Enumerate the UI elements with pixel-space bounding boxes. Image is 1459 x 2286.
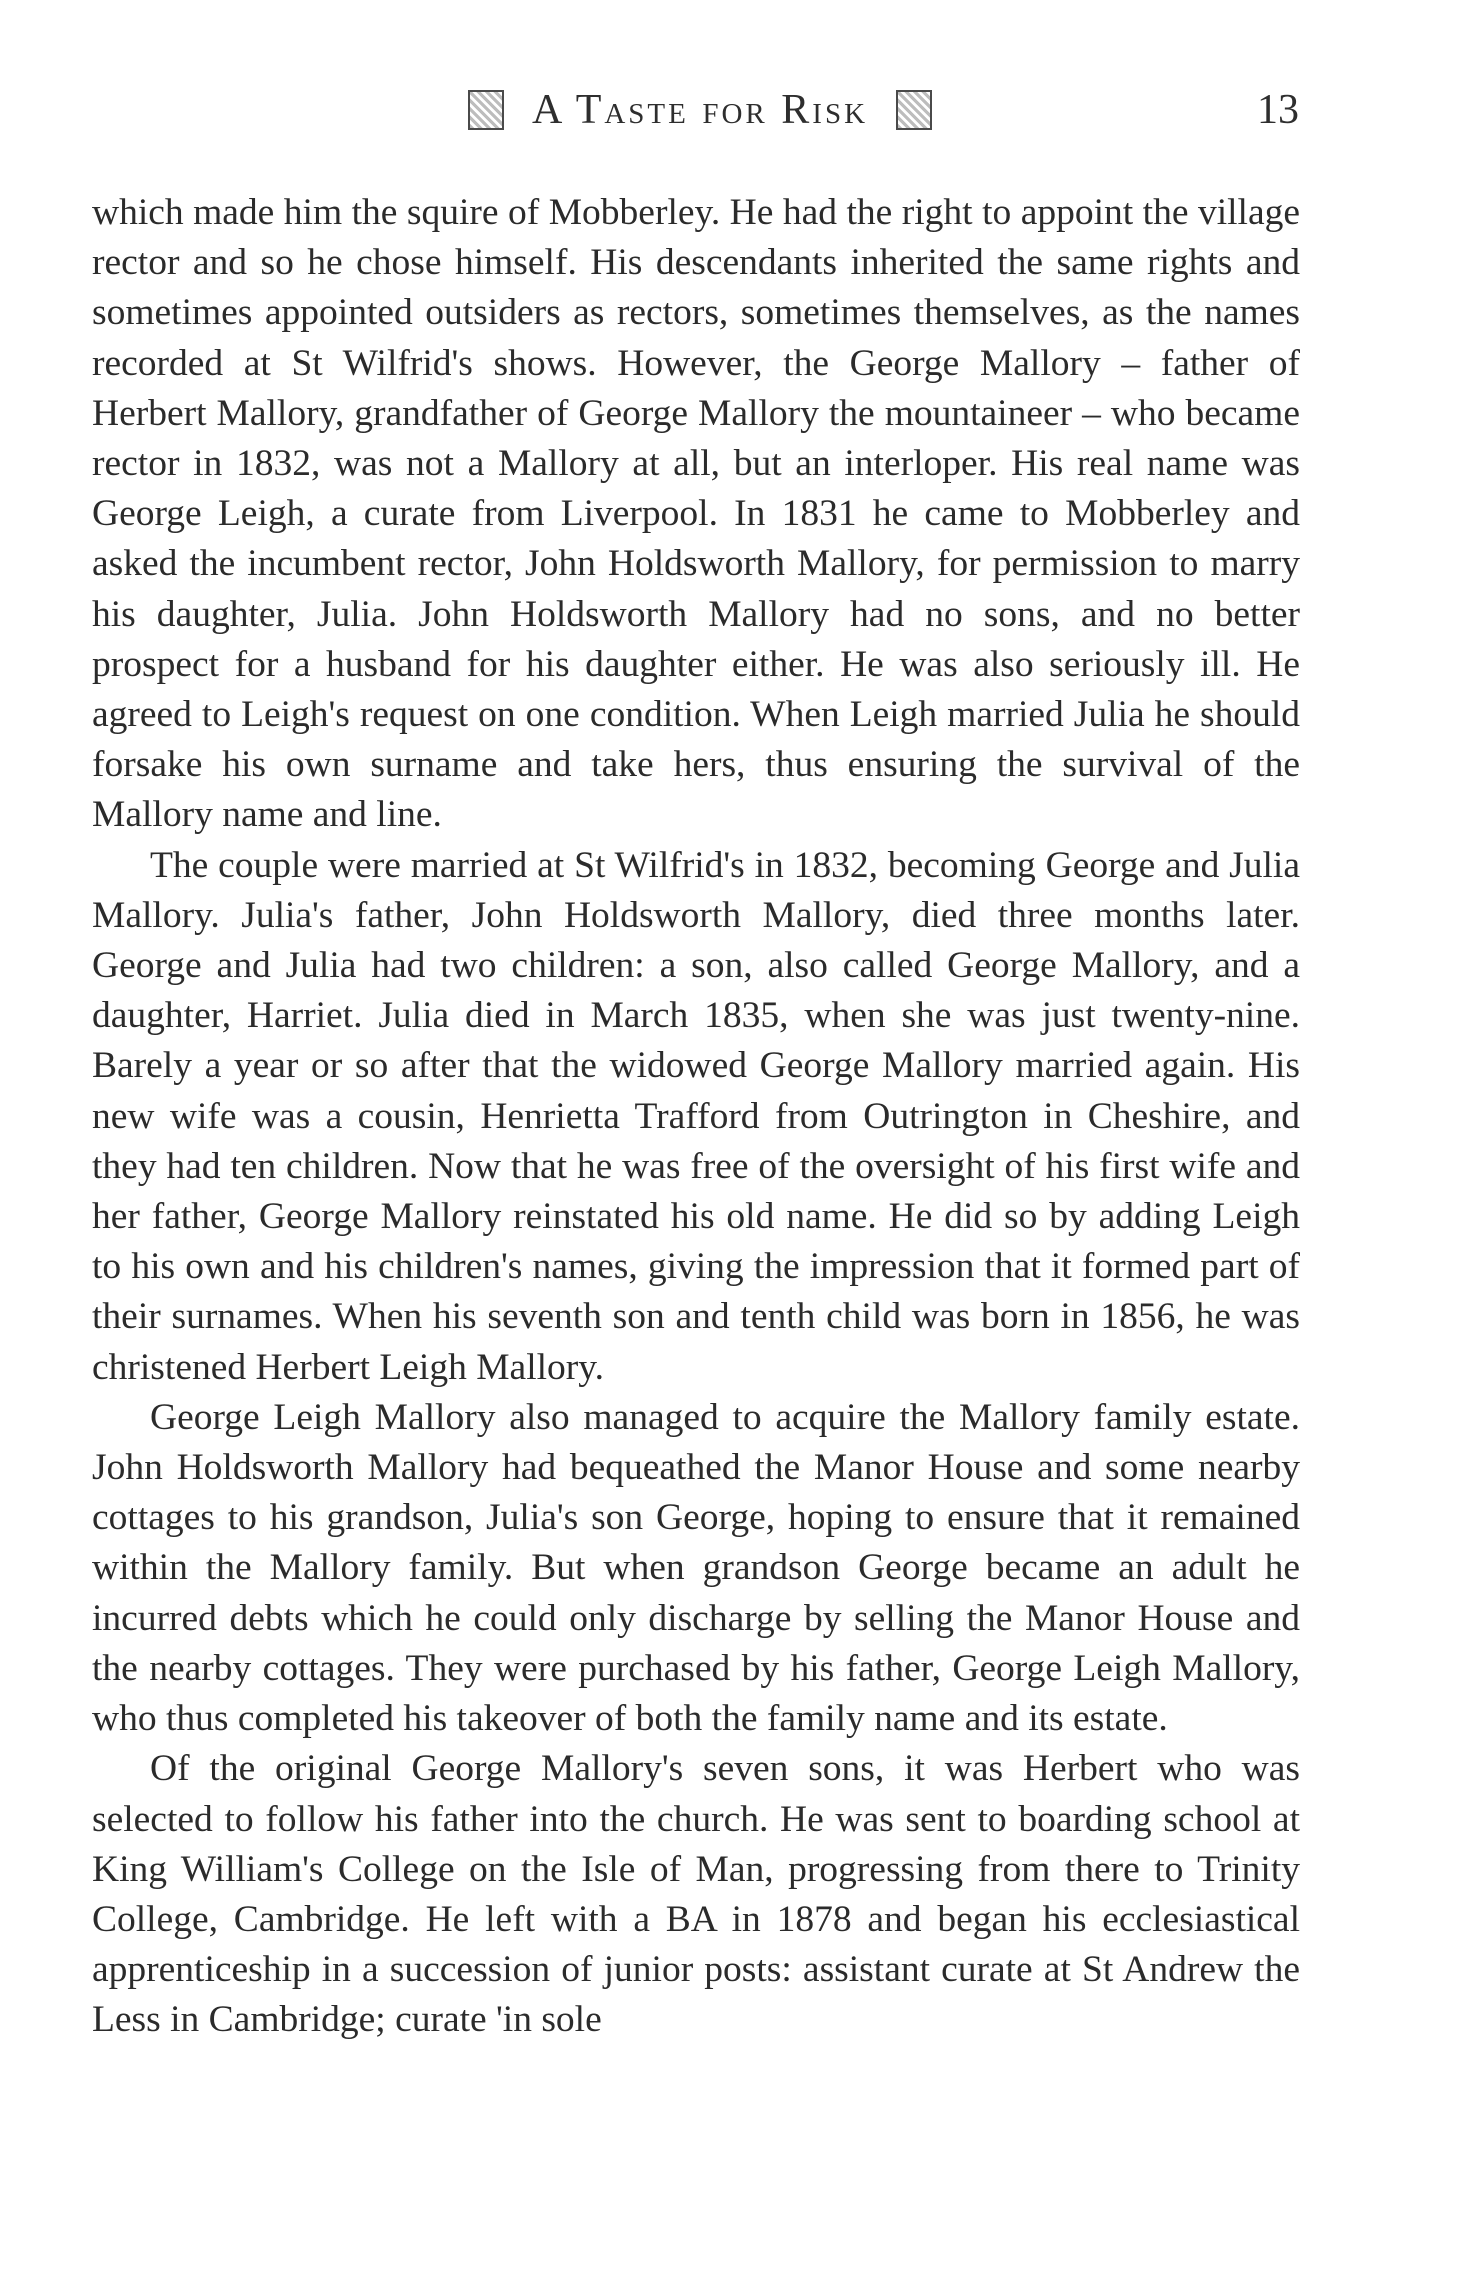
running-title: [420, 86, 980, 134]
ornament-left-icon: [468, 90, 504, 130]
ornament-right-icon: [896, 90, 932, 130]
page-number: 13: [1257, 87, 1299, 133]
chapter-title: A Taste for Risk: [531, 87, 869, 133]
body-text: [92, 188, 1300, 2046]
paragraph-3: George Leigh Mallory also managed to acquire the Mallory family estate. John Holdsworth Mallory had bequeathed the Manor House and some nearby cottages to his grandson, Julia's son George, hoping to ensure that it remained within the Mallory family. But when grandson George became an adult he incurred debts which he could only discharge by selling the Manor House and the nearby cottages. They were purchased by his father, George Leigh Mallory, who thus completed his takeover of both the family name and its estate.: [92, 1396, 1300, 1740]
paragraph-2: The couple were married at St Wilfrid's in 1832, becoming George and Julia Mallory. Julia's father, John Holdsworth Mallory, died three months later. George and Julia had two children: a son, also called George Mallory, and a daughter, Harriet. Julia died in March 1835, when she was just twenty-nine. Barely a year or so after that the widowed George Mallory married again. His new wife was a cousin, Henrietta Trafford from Outrington in Cheshire, and they had ten children. Now that he was free of the oversight of his first wife and her father, George Mallory reinstated his old name. He did so by adding Leigh to his own and his children's names, giving the impression that it formed part of their surnames. When his seventh son and tenth child was born in 1856, he was christened Herbert Leigh Mallory.: [92, 844, 1300, 1388]
paragraph-4: Of the original George Mallory's seven sons, it was Herbert who was selected to follow his father into the church. He was sent to boarding school at King William's College on the Isle of Man, progressing from there to Trinity College, Cambridge. He left with a BA in 1878 and began his ecclesiastical apprenticeship in a succession of junior posts: assistant curate at St Andrew the Less in Cambridge; curate 'in sole: [92, 1748, 1300, 2041]
running-head: [0, 86, 1459, 146]
paragraph-1: which made him the squire of Mobberley. He had the right to appoint the village rector and so he chose himself. His descendants inherited the same rights and sometimes appointed outsiders as rectors, sometimes themselves, as the names recorded at St Wilfrid's shows. However, the George Mallory – father of Herbert Mallory, grandfather of George Mallory the mountaineer – who became rector in 1832, was not a Mallory at all, but an interloper. His real name was George Leigh, a curate from Liverpool. In 1831 he came to Mobberley and asked the incumbent rector, John Holdsworth Mallory, for permission to marry his daughter, Julia. John Holdsworth Mallory had no sons, and no better prospect for a husband for his daughter either. He was also seriously ill. He agreed to Leigh's request on one condition. When Leigh married Julia he should forsake his own surname and take hers, thus ensuring the survival of the Mallory name and line.: [92, 192, 1300, 836]
